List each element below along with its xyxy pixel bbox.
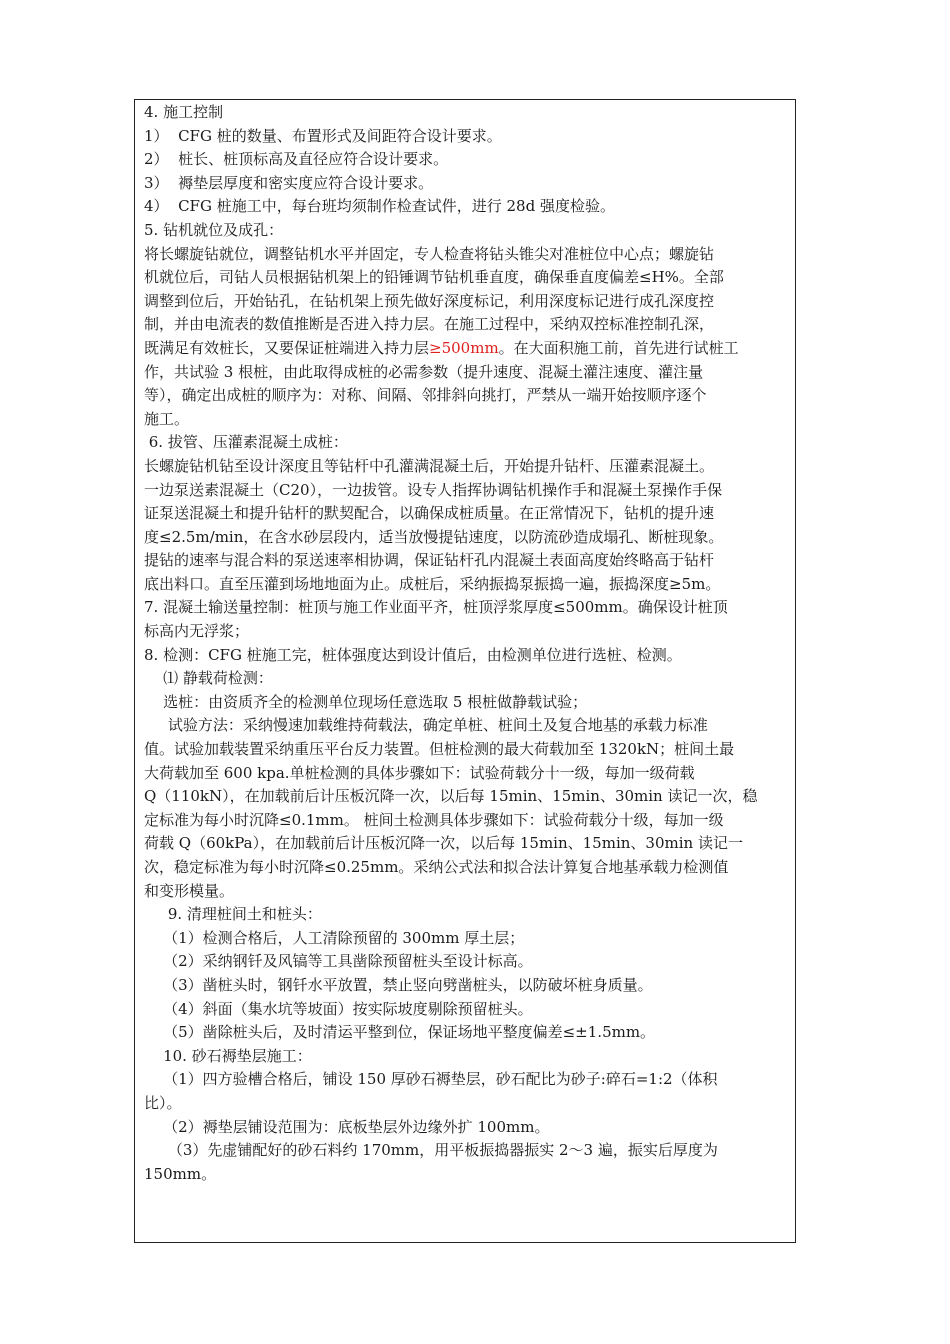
- list-item: （1）检测合格后，人工清除预留的 300mm 厚土层；: [144, 928, 525, 947]
- list-item: （2）采纳钢钎及风镐等工具凿除预留桩头至设计标高。: [144, 952, 533, 971]
- paragraph-line: 一边泵送素混凝土（C20），一边拔管。设专人指挥协调钻机操作手和混凝土泵操作手保: [144, 480, 723, 499]
- paragraph-line: 施工。: [144, 409, 190, 428]
- paragraph-text: 既满足有效桩长，又要保证桩端进入持力层: [144, 338, 430, 357]
- paragraph-line: 长螺旋钻机钻至设计深度且等钻杆中孔灌满混凝土后，开始提升钻杆、压灌素混凝土。: [144, 456, 715, 475]
- section-heading: 4. 施工控制: [144, 103, 224, 121]
- paragraph-line: 次，稳定标准为每小时沉降≤0.25mm。采纳公式法和拟合法计算复合地基承载力检测值: [144, 858, 729, 876]
- list-item: 4） CFG 桩施工中，每台班均须制作检查试件，进行 28d 强度检验。: [144, 197, 615, 216]
- list-item: 1） CFG 桩的数量、布置形式及间距符合设计要求。: [144, 126, 502, 145]
- paragraph-line: 标高内无浮浆；: [144, 622, 250, 641]
- section-heading: 9. 清理桩间土和桩头：: [144, 905, 322, 924]
- highlighted-value: ≥500mm: [429, 338, 499, 357]
- paragraph-line: 8. 检测：CFG 桩施工完，桩体强度达到设计值后，由检测单位进行选桩、检测。: [144, 645, 682, 664]
- list-item: （3）凿桩头时，钢钎水平放置，禁止竖向劈凿桩头，以防破坏桩身质量。: [144, 975, 653, 994]
- paragraph-line: Q（110kN），在加载前后计压板沉降一次，以后每 15min、15min、30min 读记一次，稳: [144, 787, 758, 806]
- paragraph-line: 7. 混凝土输送量控制：桩顶与施工作业面平齐，桩顶浮浆厚度≤500mm。确保设计桩顶: [144, 598, 728, 617]
- paragraph-line: 试验方法：采纳慢速加载维持荷载法，确定单桩、桩间土及复合地基的承载力标准: [144, 716, 708, 735]
- paragraph-line: 提钻的速率与混合料的泵送速率相协调，保证钻杆孔内混凝土表面高度始终略高于钻杆: [144, 551, 715, 570]
- list-item: 2） 桩长、桩顶标高及直径应符合设计要求。: [144, 150, 449, 169]
- list-item: 比）。: [144, 1093, 182, 1112]
- section-heading: 5. 钻机就位及成孔：: [144, 220, 284, 239]
- list-item: （3）先虚铺配好的砂石料约 170mm，用平板振捣器振实 2～3 遍，振实后厚度为: [144, 1141, 718, 1160]
- paragraph-line: 底出料口。直至压灌到场地地面为止。成桩后，采纳振捣泵振捣一遍，振捣深度≥5m。: [144, 574, 721, 593]
- sub-heading: ⑴ 静载荷检测：: [144, 669, 273, 688]
- paragraph-line: [144, 337, 792, 361]
- paragraph-line: 选桩：由资质齐全的检测单位现场任意选取 5 根桩做静载试验；: [144, 692, 588, 711]
- section-heading: 10. 砂石褥垫层施工：: [144, 1046, 312, 1065]
- list-item: （4）斜面（集水坑等坡面）按实际坡度剔除预留桩头。: [144, 999, 533, 1018]
- list-item: （2）褥垫层铺设范围为：底板垫层外边缘外扩 100mm。: [144, 1117, 550, 1136]
- paragraph-line: 定标准为每小时沉降≤0.1mm。 桩间土检测具体步骤如下：试验荷载分十级，每加一级: [144, 810, 724, 829]
- section-heading: 6. 拔管、压灌素混凝土成桩：: [144, 433, 348, 452]
- paragraph-line: 度≤2.5m/min，在含水砂层段内，适当放慢提钻速度，以防流砂造成塌孔、断桩现象。: [144, 527, 724, 546]
- list-item: （1）四方验槽合格后，铺设 150 厚砂石褥垫层，砂石配比为砂子:碎石=1:2（体积: [144, 1070, 718, 1089]
- paragraph-line: 作，共试验 3 根桩，由此取得成桩的必需参数（提升速度、混凝土灌注速度、灌注量: [144, 362, 704, 381]
- document-body: [144, 101, 792, 1186]
- paragraph-line: 将长螺旋钻就位，调整钻机水平并固定，专人检查将钻头锥尖对准桩位中心点；螺旋钻: [144, 244, 715, 263]
- paragraph-text: 。在大面积施工前，首先进行试桩工: [498, 338, 739, 357]
- paragraph-line: 证泵送混凝土和提升钻杆的默契配合，以确保成桩质量。在正常情况下，钻机的提升速: [144, 504, 715, 523]
- paragraph-line: 和变形模量。: [144, 881, 235, 900]
- list-item: 3） 褥垫层厚度和密实度应符合设计要求。: [144, 173, 434, 192]
- paragraph-line: 等），确定出成桩的顺序为：对称、间隔、邻排斜向挑打，严禁从一端开始按顺序逐个: [144, 386, 707, 405]
- paragraph-line: 调整到位后，开始钻孔，在钻机架上预先做好深度标记，利用深度标记进行成孔深度控: [144, 291, 715, 310]
- list-item: 150mm。: [144, 1164, 217, 1183]
- paragraph-line: 制，并由电流表的数值推断是否进入持力层。在施工过程中，采纳双控标准控制孔深，: [144, 315, 715, 334]
- list-item: （5）凿除桩头后，及时清运平整到位，保证场地平整度偏差≤±1.5mm。: [144, 1023, 656, 1042]
- paragraph-line: 值。试验加载装置采纳重压平台反力装置。但桩检测的最大荷载加至 1320kN；桩间土最: [144, 740, 735, 759]
- paragraph-line: 大荷载加至 600 kpa.单桩检测的具体步骤如下：试验荷载分十一级，每加一级荷载: [144, 763, 695, 782]
- paragraph-line: 荷载 Q（60kPa），在加载前后计压板沉降一次，以后每 15min、15min、30min 读记一: [144, 834, 743, 853]
- paragraph-line: 机就位后，司钻人员根据钻机架上的铅锤调节钻机垂直度，确保垂直度偏差≤H%。全部: [144, 268, 724, 287]
